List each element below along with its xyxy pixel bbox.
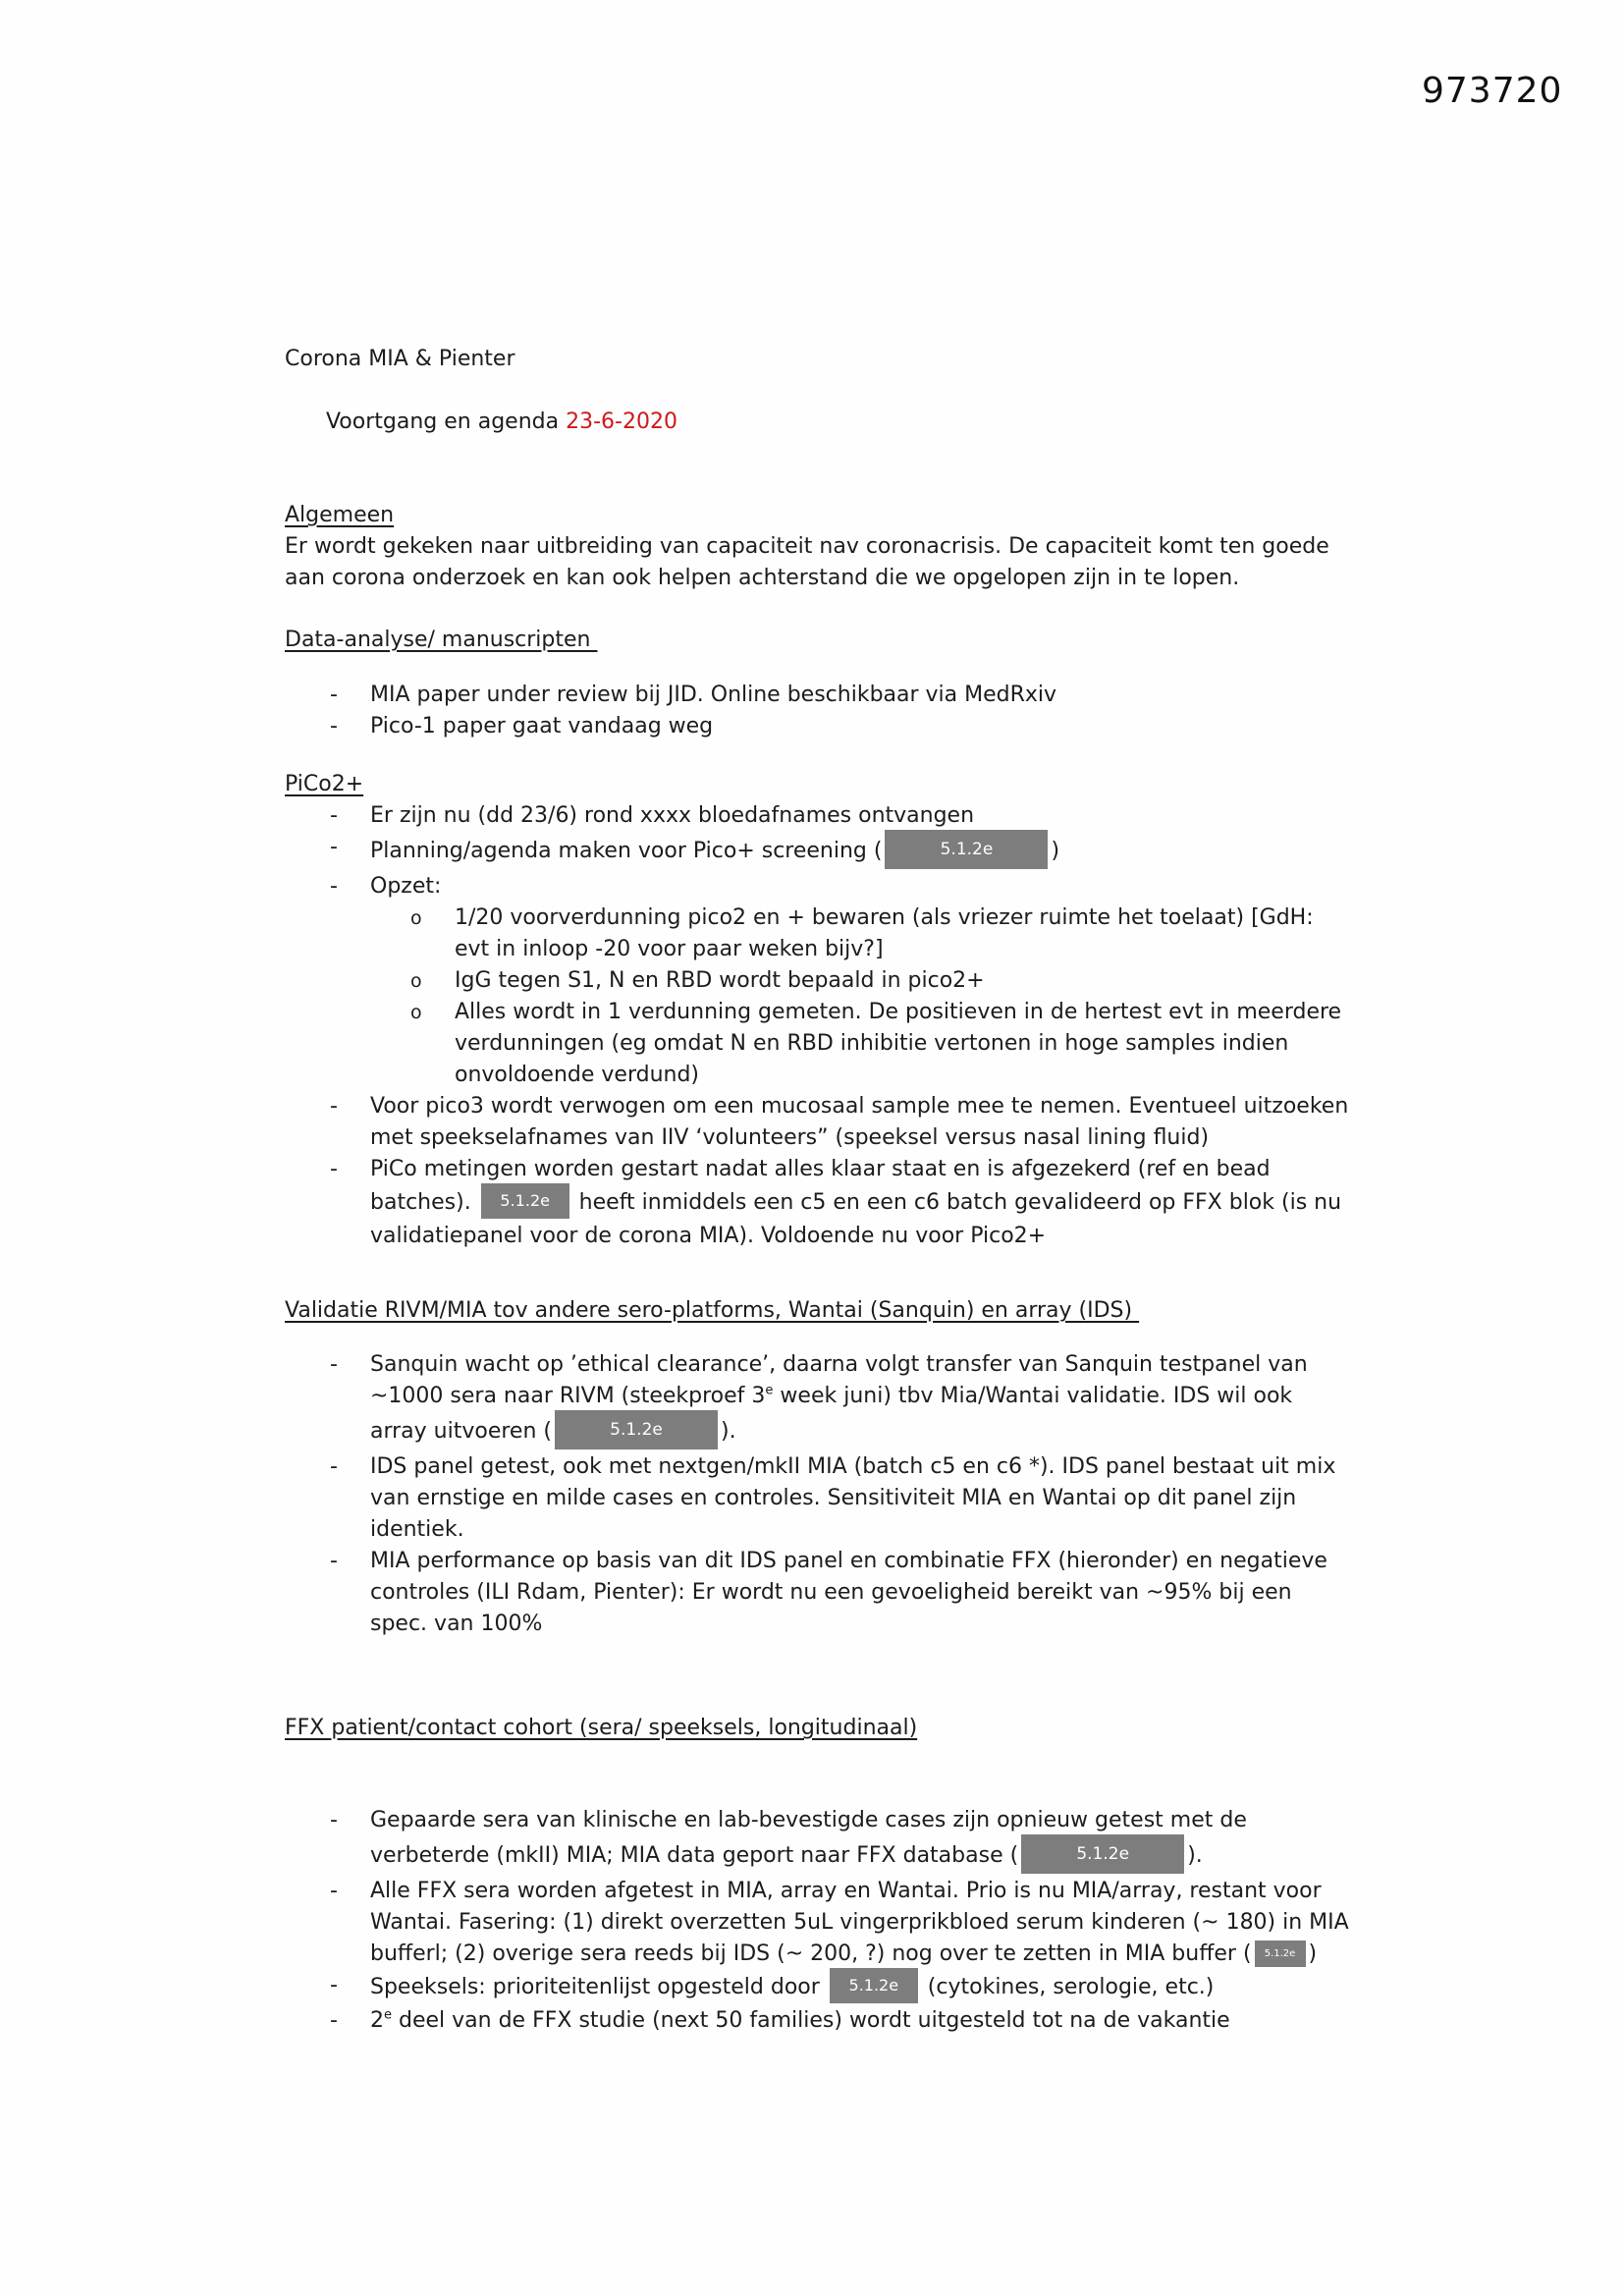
bullet-marker: - <box>330 803 338 828</box>
bullet-marker: - <box>330 683 338 707</box>
sections <box>285 500 1353 2037</box>
section-heading: FFX patient/contact cohort (sera/ speeksels, longitudinaal) <box>285 1716 918 1740</box>
bullet-item: - Opzet: <box>285 871 1353 902</box>
bullet-marker: - <box>330 1879 338 1903</box>
section <box>285 769 1353 1252</box>
bullet-item: - PiCo metingen worden gestart nadat alles klaar staat en is afgezekerd (ref en bead batches). 5.1.2e heeft inmiddels een c5 en een c6 batch gevalideerd op FFX blok (is nu validatiepanel voor de corona MIA). Voldoende nu voor Pico2+ <box>285 1154 1353 1252</box>
redaction-box: 5.1.2e <box>830 1968 918 2003</box>
bullet-list <box>285 680 1353 742</box>
bullet-marker: o <box>410 970 422 992</box>
redaction-box: 5.1.2e <box>1255 1941 1306 1967</box>
document-number: 973720 <box>1422 71 1563 111</box>
bullet-marker: - <box>330 714 338 738</box>
bullet-marker: - <box>330 1157 338 1181</box>
bullet-item: - Speeksels: prioriteitenlijst opgesteld door 5.1.2e (cytokines, serologie, etc.) <box>285 1970 1353 2005</box>
redaction-box: 5.1.2e <box>1021 1834 1184 1874</box>
redaction-box: 5.1.2e <box>555 1410 718 1449</box>
bullet-item: - Er zijn nu (dd 23/6) rond xxxx bloedafnames ontvangen <box>285 800 1353 832</box>
section <box>285 625 1353 742</box>
superscript: e <box>765 1383 774 1398</box>
bullet-item: - MIA performance op basis van dit IDS panel en combinatie FFX (hieronder) en negatieve controles (ILI Rdam, Pienter): Er wordt nu een gevoeligheid bereikt van ~95% bij een spec. van 100% <box>285 1546 1353 1640</box>
bullet-item: - Pico-1 paper gaat vandaag weg <box>285 711 1353 742</box>
bullet-item: - Alle FFX sera worden afgetest in MIA, array en Wantai. Prio is nu MIA/array, restant voor Wantai. Fasering: (1) direkt overzetten 5uL vingerprikbloed serum kinderen (~ 180) in MIA bufferl; (2) overige sera reeds bij IDS (~ 200, ?) nog over te zetten in MIA buffer ( 5.1.2e ) <box>285 1876 1353 1970</box>
bullet-marker: - <box>330 874 338 899</box>
document-title: Corona MIA & Pienter <box>285 347 515 371</box>
bullet-marker: o <box>410 1002 422 1023</box>
bullet-marker: - <box>330 1094 338 1119</box>
bullet-marker: - <box>330 835 338 859</box>
bullet-item: - Sanquin wacht op ’ethical clearance’, daarna volgt transfer van Sanquin testpanel van ~1000 sera naar RIVM (steekproef 3e week juni) tbv Mia/Wantai validatie. IDS wil ook array uitvoeren ( 5.1.2e ). <box>285 1349 1353 1451</box>
section-heading: Data-analyse/ manuscripten <box>285 628 598 652</box>
bullet-item: - IDS panel getest, ook met nextgen/mkII MIA (batch c5 en c6 *). IDS panel bestaat uit mix van ernstige en milde cases en controles. Sensitiviteit MIA en Wantai op dit panel zijn identiek. <box>285 1451 1353 1546</box>
bullet-marker: - <box>330 1549 338 1573</box>
section-heading: Algemeen <box>285 503 395 527</box>
bullet-item: - 2e deel van de FFX studie (next 50 families) wordt uitgesteld tot na de vakantie <box>285 2005 1353 2037</box>
redaction-box: 5.1.2e <box>481 1183 569 1219</box>
redaction-box: 5.1.2e <box>885 830 1048 869</box>
bullet-list <box>285 1349 1353 1640</box>
bullet-marker: o <box>410 907 422 929</box>
document-content <box>285 344 1353 2037</box>
bullet-marker: - <box>330 1352 338 1377</box>
bullet-marker: - <box>330 2008 338 2033</box>
section <box>285 1295 1353 1640</box>
section-heading: PiCo2+ <box>285 772 364 796</box>
subtitle-date: 23-6-2020 <box>566 410 677 434</box>
bullet-marker: - <box>330 1454 338 1479</box>
section-heading: Validatie RIVM/MIA tov andere sero-platforms, Wantai (Sanquin) en array (IDS) <box>285 1298 1140 1323</box>
bullet-list <box>285 800 1353 1252</box>
bullet-marker: - <box>330 1808 338 1832</box>
bullet-list <box>285 1805 1353 2037</box>
section <box>285 1713 1353 2037</box>
bullet-item: - Planning/agenda maken voor Pico+ screening ( 5.1.2e ) <box>285 832 1353 871</box>
document-subtitle <box>285 375 1353 469</box>
section <box>285 500 1353 594</box>
subtitle-text: Voortgang en agenda <box>325 410 567 434</box>
bullet-item: o Alles wordt in 1 verdunning gemeten. De positieven in de hertest evt in meerdere verdunningen (eg omdat N en RBD inhibitie vertonen in hoge samples indien onvoldoende verdund) <box>285 997 1353 1091</box>
bullet-item: - Voor pico3 wordt verwogen om een mucosaal sample mee te nemen. Eventueel uitzoeken met speekselafnames van IIV ‘volunteers” (speeksel versus nasal lining fluid) <box>285 1091 1353 1154</box>
bullet-item: - Gepaarde sera van klinische en lab-bevestigde cases zijn opnieuw getest met de verbeterde (mkII) MIA; MIA data geport naar FFX database ( 5.1.2e ). <box>285 1805 1353 1876</box>
paragraph: Er wordt gekeken naar uitbreiding van capaciteit nav coronacrisis. De capaciteit komt ten goede aan corona onderzoek en kan ook helpen achterstand die we opgelopen zijn in te lopen. <box>285 534 1336 590</box>
bullet-item: o 1/20 voorverdunning pico2 en + bewaren (als vriezer ruimte het toelaat) [GdH: evt in inloop -20 voor paar weken bijv?] <box>285 902 1353 965</box>
bullet-marker: - <box>330 1973 338 1997</box>
bullet-item: - MIA paper under review bij JID. Online beschikbaar via MedRxiv <box>285 680 1353 711</box>
superscript: e <box>384 2007 392 2023</box>
bullet-item: o IgG tegen S1, N en RBD wordt bepaald in pico2+ <box>285 965 1353 997</box>
